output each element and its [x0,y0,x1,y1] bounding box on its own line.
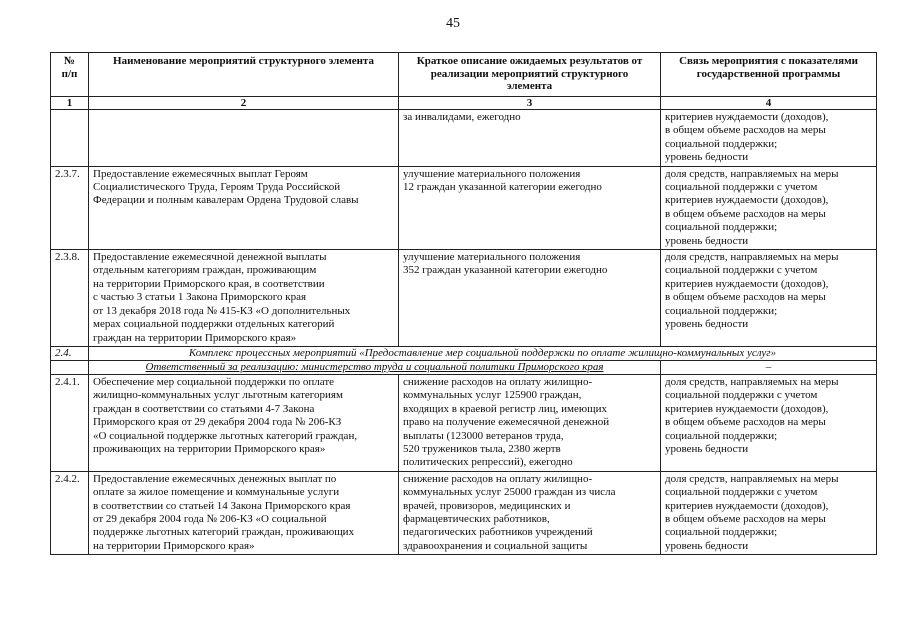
page-number: 45 [446,16,460,31]
section-row [51,346,877,360]
table-row [51,110,877,167]
row-result: улучшение материального положения 12 граждан указанной категории ежегодно [399,166,661,249]
row-number: 2.3.7. [51,166,89,249]
row-result: за инвалидами, ежегодно [399,110,661,167]
row-number: 2.4.1. [51,374,89,471]
row-name: Предоставление ежемесячных денежных выплат по оплате за жилое помещение и коммунальные услуги в соответствии со статьей 14 Закона Приморского края от 29 декабря 2004 года № 206-КЗ «О социальной поддержке льготных категорий граждан, проживающих на территории Приморского края» [89,471,399,554]
row-number: 2.3.8. [51,250,89,347]
table-row [51,166,877,249]
measures-table [50,52,877,555]
column-number: 4 [661,97,877,110]
column-number: 3 [399,97,661,110]
row-number [51,110,89,167]
table-row [51,374,877,471]
column-number: 1 [51,97,89,110]
row-result: снижение расходов на оплату жилищно- коммунальных услуг 25000 граждан из числа врачей, провизоров, медицинских и фармацевтических работников, педагогических работников учреждений здравоохранения и социальной защиты [399,471,661,554]
row-link: доля средств, направляемых на меры социальной поддержки с учетом критериев нуждаемости (доходов), в общем объеме расходов на меры социальной поддержки; уровень бедности [661,374,877,471]
row-result: улучшение материального положения 352 граждан указанной категории ежегодно [399,250,661,347]
section-number: 2.4. [51,346,89,360]
row-link: доля средств, направляемых на меры социальной поддержки с учетом критериев нуждаемости (доходов), в общем объеме расходов на меры социальной поддержки; уровень бедности [661,166,877,249]
header-col1: № п/п [51,53,89,97]
row-name [89,110,399,167]
header-col2: Наименование мероприятий структурного элемента [89,53,399,97]
table-row [51,250,877,347]
header-col4: Связь мероприятия с показателями государственной программы [661,53,877,97]
row-link: критериев нуждаемости (доходов), в общем объеме расходов на меры социальной поддержки; уровень бедности [661,110,877,167]
responsible-row [51,360,877,374]
row-name: Обеспечение мер социальной поддержки по оплате жилищно-коммунальных услуг льготным категориям граждан в соответствии со статьями 4-7 Закона Приморского края от 29 декабря 2004 года № 206-КЗ «О социальной поддержке льготных категорий граждан, проживающих на территории Приморского края» [89,374,399,471]
section-title: Комплекс процессных мероприятий «Предоставление мер социальной поддержки по оплате жилищно-коммунальных услуг» [89,346,877,360]
responsible-text: Ответственный за реализацию: министерство труда и социальной политики Приморского края [89,360,661,374]
row-name: Предоставление ежемесячной денежной выплаты отдельным категориям граждан, проживающим на территории Приморского края, в соответствии с частью 3 статьи 1 Закона Приморского края от 13 декабря 2018 года № 415-КЗ «О дополнительных мерах социальной поддержки отдельных категорий граждан на территории Приморского края» [89,250,399,347]
responsible-dash: – [661,360,877,374]
table-header [51,53,877,97]
responsible-empty-cell [51,360,89,374]
header-col3: Краткое описание ожидаемых результатов от реализации мероприятий структурного элемента [399,53,661,97]
table-row [51,471,877,554]
row-link: доля средств, направляемых на меры социальной поддержки с учетом критериев нуждаемости (доходов), в общем объеме расходов на меры социальной поддержки; уровень бедности [661,471,877,554]
row-link: доля средств, направляемых на меры социальной поддержки с учетом критериев нуждаемости (доходов), в общем объеме расходов на меры социальной поддержки; уровень бедности [661,250,877,347]
column-number: 2 [89,97,399,110]
row-result: снижение расходов на оплату жилищно- коммунальных услуг 125900 граждан, входящих в краевой регистр лиц, имеющих право на получение ежемесячной денежной выплаты (123000 ветеранов труда, 520 тружеников тыла, 2380 жертв политических репрессий), ежегодно [399,374,661,471]
column-numbers-row [51,97,877,110]
row-number: 2.4.2. [51,471,89,554]
row-name: Предоставление ежемесячных выплат Героям Социалистического Труда, Героям Труда Российской Федерации и полным кавалерам Ордена Трудовой славы [89,166,399,249]
